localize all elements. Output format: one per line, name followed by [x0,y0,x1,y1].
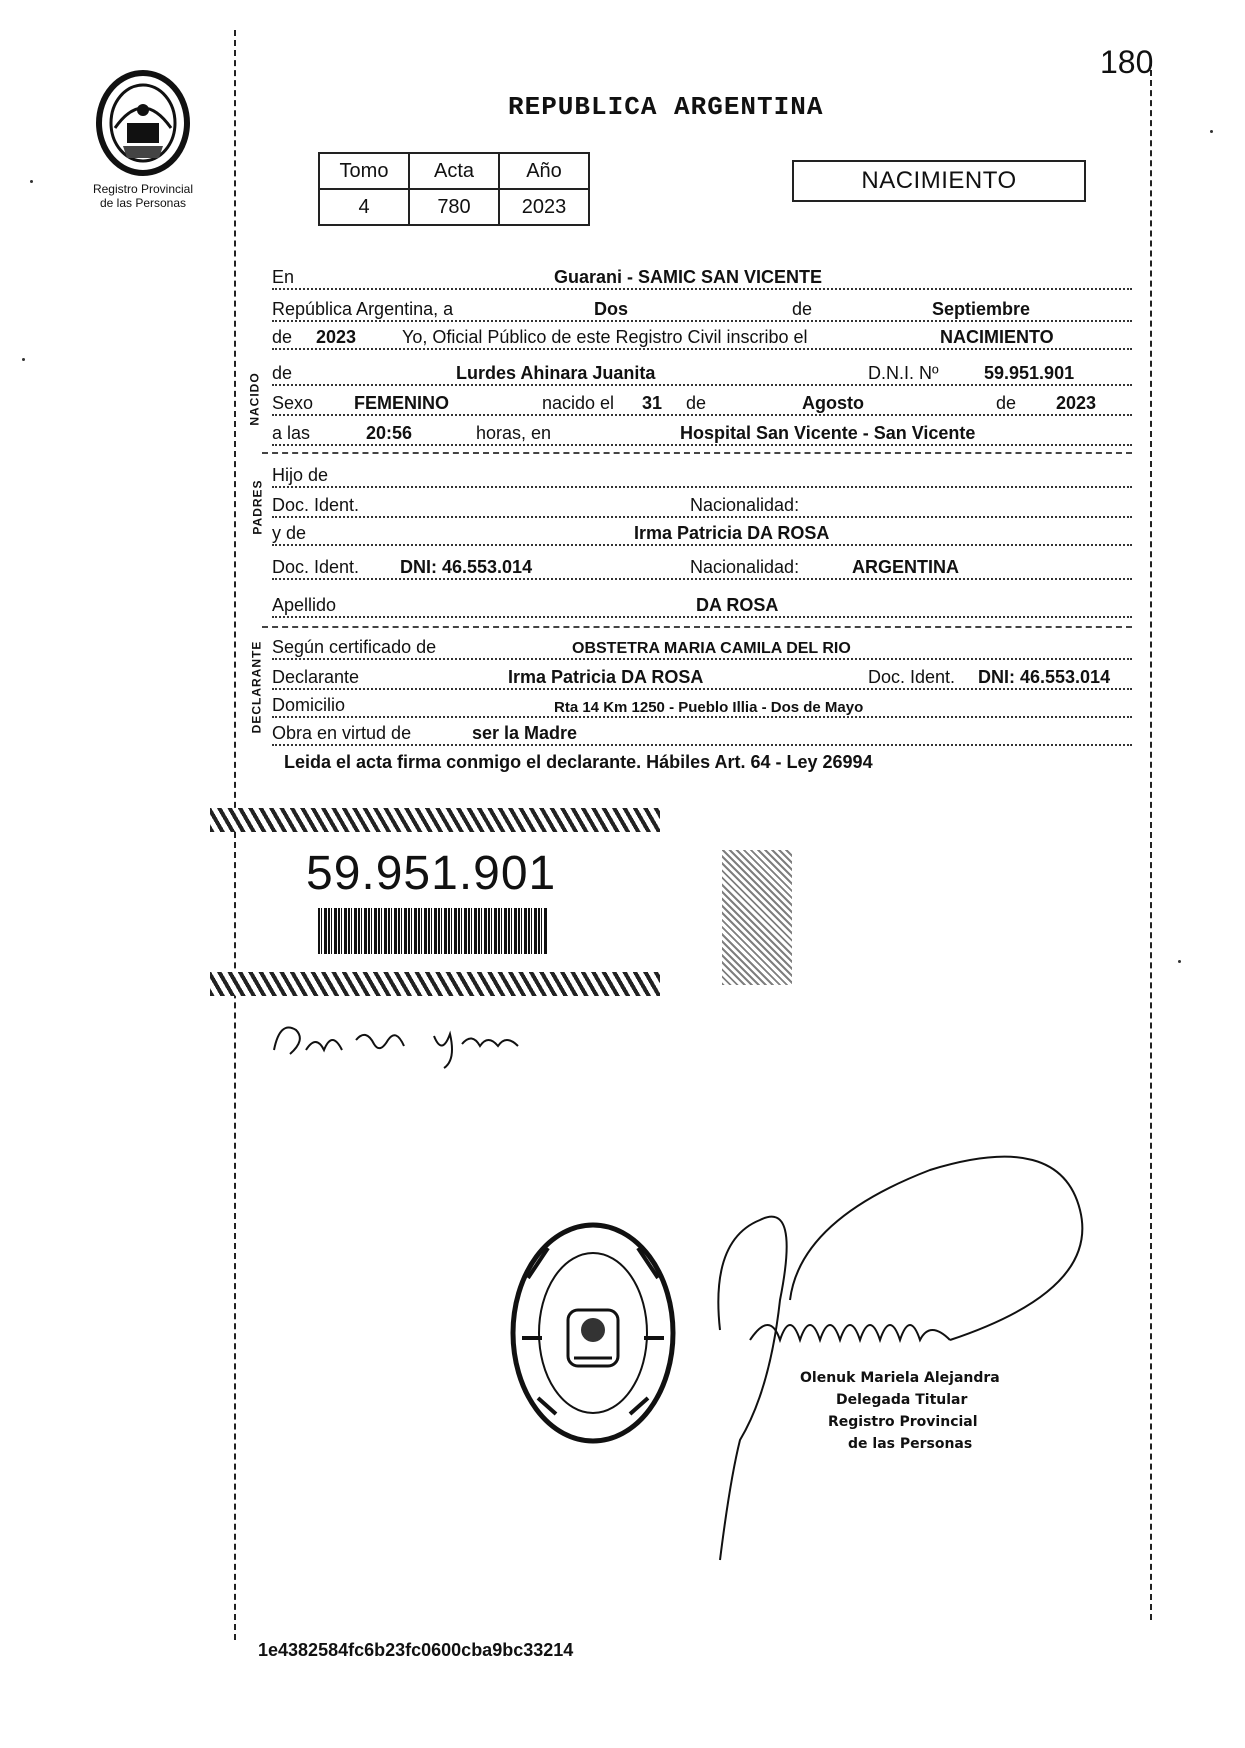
logo-caption-line1: Registro Provincial [92,182,194,196]
value-madre: Irma Patricia DA ROSA [634,523,830,543]
form-row-sexo [272,388,1132,416]
section-label-nacido: NACIDO [247,372,262,426]
act-header-tomo: Tomo [319,153,409,189]
document-title: REPUBLICA ARGENTINA [508,92,824,122]
label-y-de: y de [272,523,307,543]
label-de4: de [686,393,707,413]
value-nac-dia: 31 [642,393,663,413]
value-lugar: Hospital San Vicente - San Vicente [680,423,976,443]
form-row-en [272,262,1132,290]
label-a-las: a las [272,423,311,443]
security-pattern-top [210,808,660,832]
value-mes: Septiembre [932,299,1031,319]
right-margin-line [1150,60,1152,1620]
label-doc1: Doc. Ident. [272,495,360,515]
form-row-madre [272,518,1132,546]
act-reference-table [318,152,590,226]
section-label-declarante: DECLARANTE [249,640,264,734]
value-sexo: FEMENINO [354,393,450,413]
official-office-line1: Registro Provincial [828,1414,978,1430]
value-obra: ser la Madre [472,723,578,743]
form-row-hora [272,418,1132,446]
act-table-header-row [319,153,589,189]
form-row-apellido [272,590,1132,618]
form-row-republica [272,294,1132,322]
value-nac2: ARGENTINA [852,557,959,577]
closing-text: Leida el acta firma conmigo el declarante. Hábiles Art. 64 - Ley 26994 [284,752,873,772]
label-doc2: Doc. Ident. [272,557,360,577]
id-label-block [210,808,660,998]
label-de3: de [272,363,293,383]
handwritten-signature-icon [266,1010,546,1070]
act-value-anio: 2023 [499,189,589,225]
document-hash: 1e4382584fc6b23fc0600cba9bc33214 [258,1640,574,1660]
value-domicilio: Rta 14 Km 1250 - Pueblo Illia - Dos de Mayo [554,699,864,716]
label-nacido-el: nacido el [542,393,615,413]
act-table-value-row [319,189,589,225]
section-label-padres: PADRES [250,479,265,535]
page-number: 180 [1100,44,1154,80]
act-header-anio: Año [499,153,589,189]
declarant-signature [266,1010,546,1075]
form-row-obra [272,718,1132,746]
form-row-anio [272,322,1132,350]
value-doc3: DNI: 46.553.014 [978,667,1111,687]
label-apellido: Apellido [272,595,337,615]
label-hijo: Hijo de [272,465,329,485]
form-row-doc1 [272,490,1132,518]
value-nombre: Lurdes Ahinara Juanita [456,363,656,383]
hologram-stamp-icon [722,850,792,985]
label-republica: República Argentina, a [272,299,454,319]
label-de5: de [996,393,1017,413]
form-row-nombre [272,358,1132,386]
scan-mark [30,180,33,183]
label-de: de [792,299,813,319]
scan-mark [22,358,25,361]
label-nac2: Nacionalidad: [690,557,800,577]
scan-mark [1210,130,1213,133]
official-name: Olenuk Mariela Alejandra [800,1370,1000,1386]
barcode-icon [318,908,548,954]
province-emblem-icon [93,68,193,178]
official-signature-scribble-icon [680,1140,1140,1680]
value-anio: 2023 [316,327,357,347]
label-declarante: Declarante [272,667,360,687]
scan-mark [1178,960,1181,963]
label-obra: Obra en virtud de [272,723,412,743]
registry-seal-icon [508,1218,678,1448]
act-value-acta: 780 [409,189,499,225]
id-number: 59.951.901 [306,847,557,900]
separator-apellido-declarante [262,626,1132,628]
label-dni: D.N.I. Nº [868,363,939,383]
label-domicilio: Domicilio [272,695,346,715]
label-segun: Según certificado de [272,637,437,657]
official-role: Delegada Titular [836,1392,968,1408]
value-nac-anio: 2023 [1056,393,1097,413]
value-dia: Dos [594,299,629,319]
official-office-line2: de las Personas [848,1436,973,1452]
value-doc2: DNI: 46.553.014 [400,557,533,577]
act-value-tomo: 4 [319,189,409,225]
value-apellido: DA ROSA [696,595,779,615]
form-row-domicilio [272,690,1132,718]
form-row-declarante [272,662,1132,690]
form-row-hijo [272,460,1132,488]
form-row-certificado [272,632,1132,660]
value-en: Guarani - SAMIC SAN VICENTE [554,267,823,287]
official-seal [508,1218,678,1453]
label-de2: de [272,327,293,347]
value-tipo: NACIMIENTO [940,327,1054,347]
value-nac-mes: Agosto [802,393,864,413]
label-nac1: Nacionalidad: [690,495,800,515]
value-declarante: Irma Patricia DA ROSA [508,667,704,687]
value-certificado: OBSTETRA MARIA CAMILA DEL RIO [572,640,851,657]
registry-logo [78,68,208,210]
security-pattern-bottom [210,972,660,996]
label-horas-en: horas, en [476,423,552,443]
value-dni: 59.951.901 [984,363,1075,383]
official-signature [680,1140,1140,1685]
separator-nacido-padres [262,452,1132,454]
document-type-box: NACIMIENTO [792,160,1086,202]
label-doc3: Doc. Ident. [868,667,956,687]
logo-caption-line2: de las Personas [99,196,187,210]
act-header-acta: Acta [409,153,499,189]
label-oficial: Yo, Oficial Público de este Registro Civil inscribo el [402,327,808,347]
form-row-doc2 [272,552,1132,580]
value-hora: 20:56 [366,423,413,443]
label-en: En [272,267,295,287]
label-sexo: Sexo [272,393,314,413]
